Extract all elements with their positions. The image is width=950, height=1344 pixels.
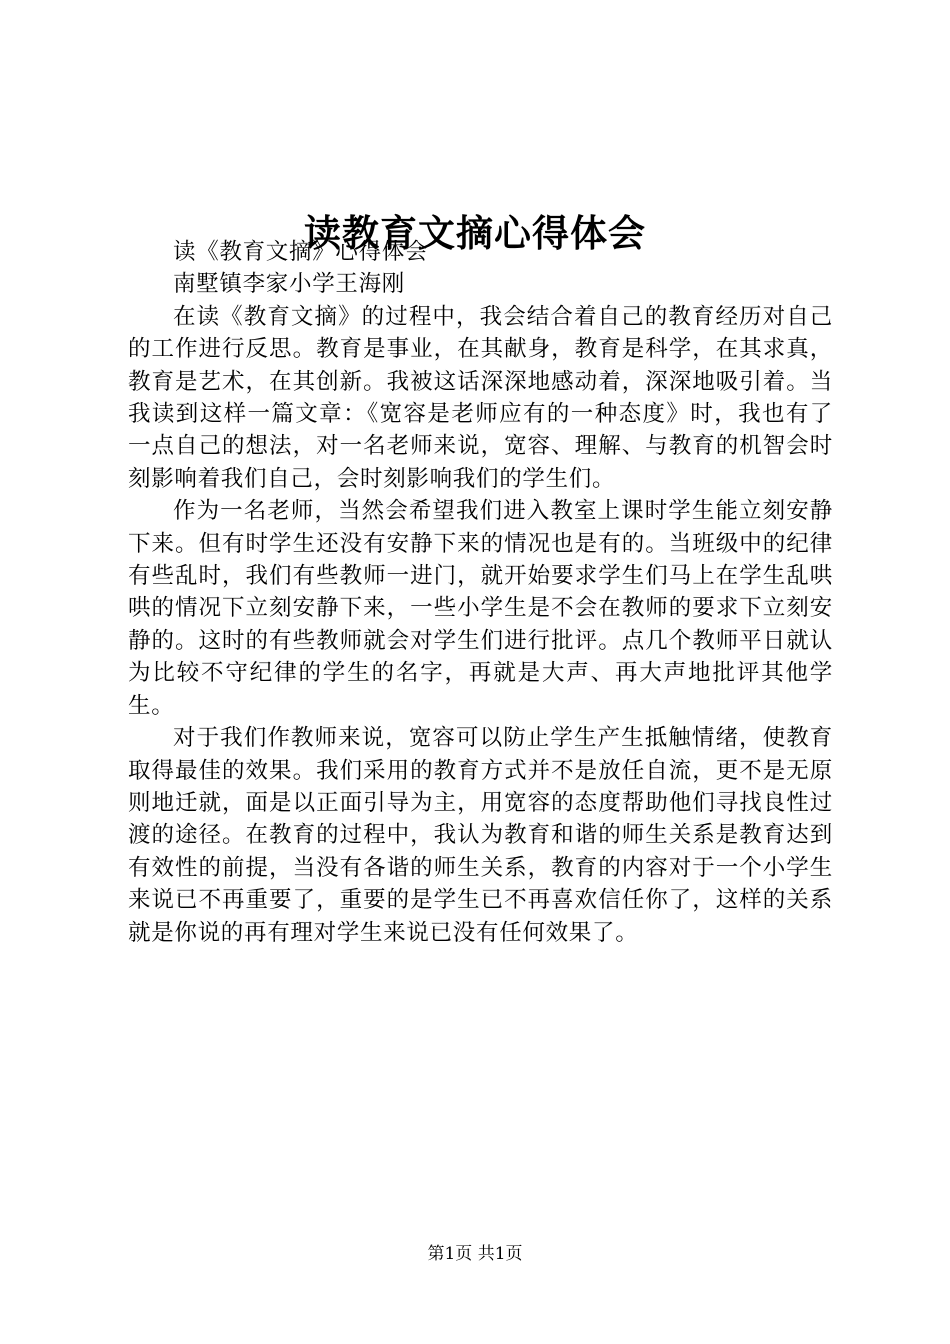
body-paragraph-3: 对于我们作教师来说，宽容可以防止学生产生抵触情绪，使教育取得最佳的效果。我们采用的教育方式并不是放任自流，更不是无原则地迁就，面是以正面引导为主，用宽容的态度帮助他们寻找良性过渡的途径。在教育的过程中，我认为教育和谐的师生关系是教育达到有效性的前提，当没有各谐的师生关系，教育的内容对于一个小学生来说已不再重要了，重要的是学生已不再喜欢信任你了，这样的关系就是你说的再有理对学生来说已没有任何效果了。	[128, 725, 833, 946]
page-title: 读教育文摘心得体会	[304, 210, 646, 255]
body-paragraph-2: 作为一名老师，当然会希望我们进入教室上课时学生能立刻安静下来。但有时学生还没有安静下来的情况也是有的。当班级中的纪律有些乱时，我们有些教师一进门，就开始要求学生们马上在学生乱哄哄的情况下立刻安静下来，一些小学生是不会在教师的要求下立刻安静的。这时的有些教师就会对学生们进行批评。点几个教师平日就认为比较不守纪律的学生的名字，再就是大声、再大声地批评其他学生。	[128, 498, 833, 719]
page-footer: 第1页 共1页	[427, 1244, 523, 1264]
document-body	[128, 236, 833, 949]
author-line: 南墅镇李家小学王海刚	[173, 271, 406, 298]
subtitle-line: 读《教育文摘》心得体会	[173, 239, 429, 265]
body-paragraph-1: 在读《教育文摘》的过程中，我会结合着自己的教育经历对自己的工作进行反思。教育是事业，在其献身，教育是科学，在其求真，教育是艺术，在其创新。我被这话深深地感动着，深深地吸引着。当我读到这样一篇文章：《宽容是老师应有的一种态度》时，我也有了一点自己的想法，对一名老师来说，宽容、理解、与教育的机智会时刻影响着我们自己，会时刻影响我们的学生们。	[128, 303, 833, 492]
